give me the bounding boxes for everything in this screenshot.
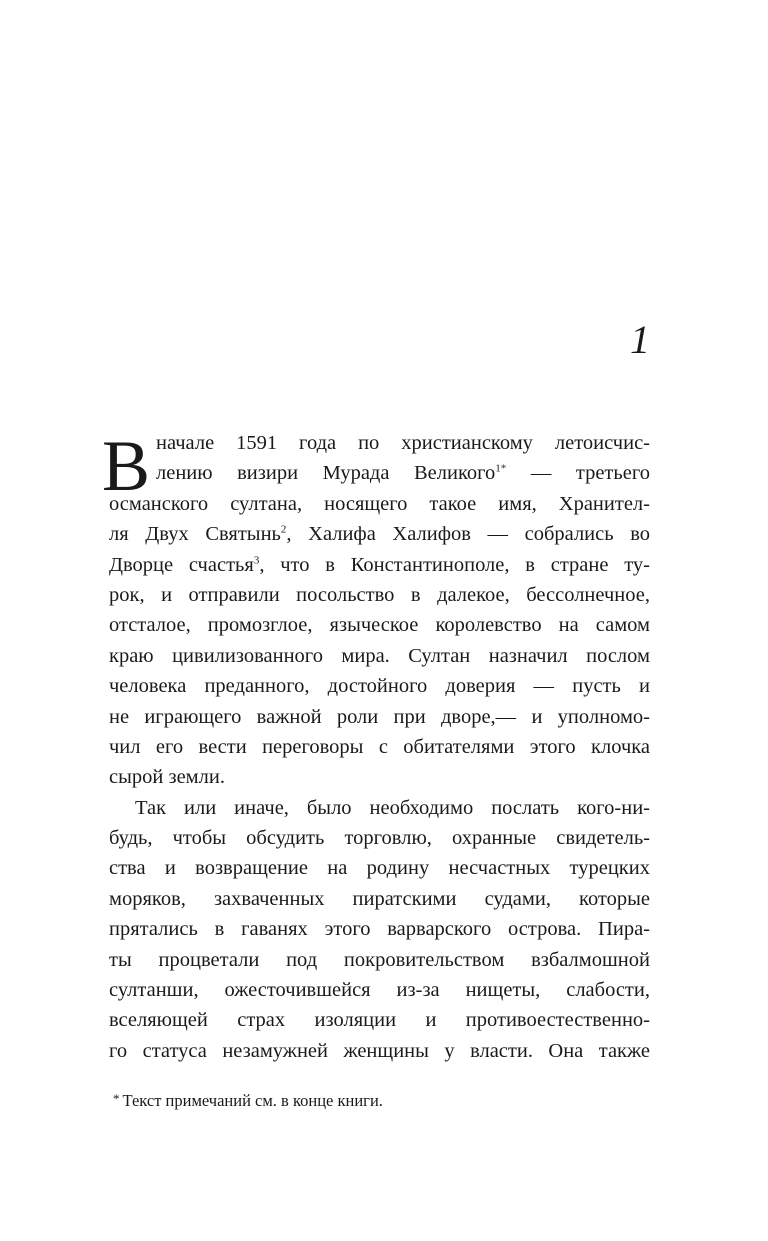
text-line: султанши, ожесточившейся из-за нищеты, слабости,: [109, 979, 650, 1002]
text-line: чил его вести переговоры с обитателями этого клочка: [109, 735, 650, 758]
footnote-ref: 3: [253, 553, 260, 566]
text-line: человека преданного, достойного доверия — пусть и: [109, 675, 650, 698]
footnote: [113, 1091, 383, 1111]
text-line: начале 1591 года по христианскому летоисчис-: [156, 432, 650, 454]
text-line: отсталое, промозглое, языческое королевство на самом: [109, 614, 650, 637]
text-line: ля Двух Святынь$^2$, Халифа Халифов — собрались во: [109, 523, 650, 546]
drop-cap: В: [102, 426, 151, 506]
text-line: краю цивилизованного мира. Султан назначил послом: [109, 644, 650, 667]
text-line: моряков, захваченных пиратскими судами, которые: [109, 887, 650, 910]
text-line: Так или иначе, было необходимо послать кого-ни-: [135, 796, 650, 819]
text-line: османского султана, носящего такое имя, Хранител-: [109, 492, 650, 515]
text-line: Дворце счастья$^3$, что в Константинополе, в стране ту-: [109, 553, 651, 576]
text-line: рок, и отправили посольство в далекое, бессолнечное,: [109, 583, 650, 606]
body-text: [102, 426, 651, 1066]
footnote-ref: 1*: [495, 462, 507, 475]
chapter-number: 1: [630, 317, 650, 362]
text-line: не играющего важной роли при дворе,— и уполномо-: [109, 705, 650, 728]
text-line: ства и возвращение на родину несчастных турецких: [109, 857, 650, 880]
footnote-text: Текст примечаний см. в конце книги.: [122, 1091, 383, 1110]
text-line: сырой земли.: [109, 766, 225, 789]
footnote-ref: 2: [280, 523, 287, 536]
footnote-mark: *: [113, 1091, 120, 1107]
text-line: будь, чтобы обсудить торговлю, охранные свидетель-: [109, 827, 650, 850]
text-line: прятались в гаванях этого варварского острова. Пира-: [109, 918, 650, 941]
text-line: ты процветали под покровительством взбалмошной: [109, 948, 650, 971]
text-line: вселяющей страх изоляции и противоестественно-: [109, 1009, 650, 1032]
text-line: лению визири Мурада Великого$^{1*}$ — третьего: [156, 462, 650, 485]
text-line: го статуса незамужней женщины у власти. Она также: [109, 1039, 650, 1062]
